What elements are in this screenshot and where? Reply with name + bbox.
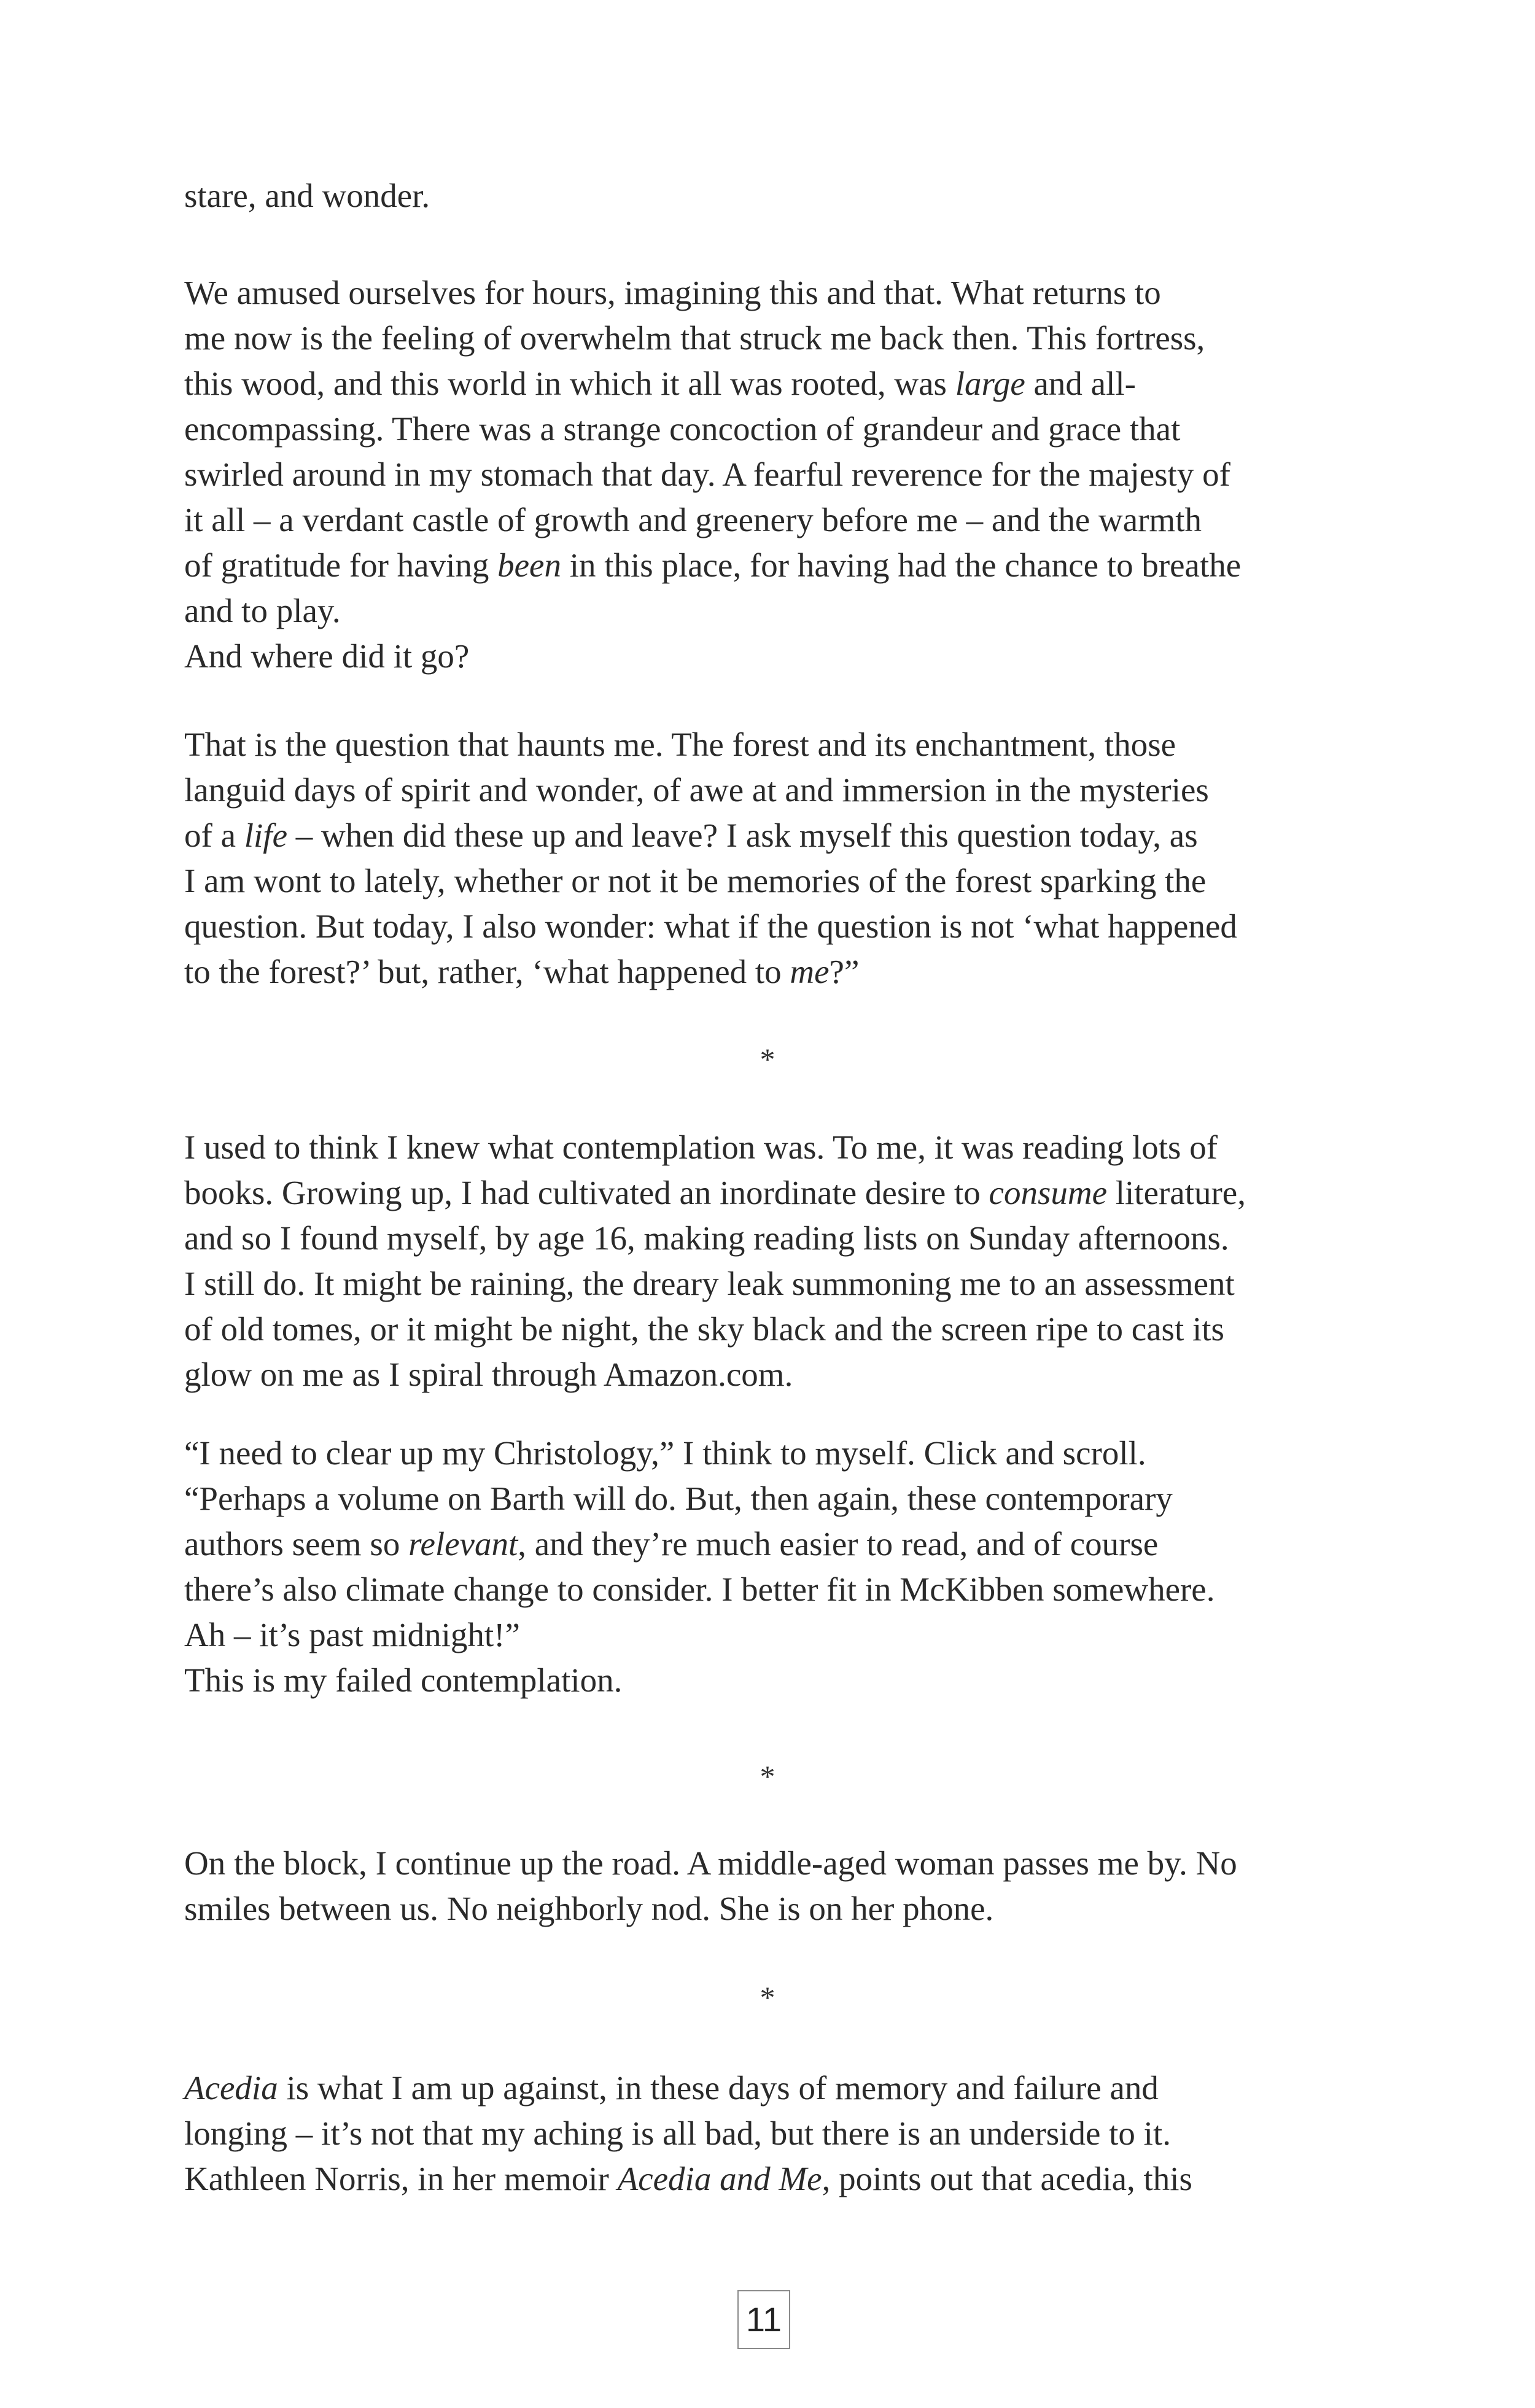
text-line: stare, and wonder. <box>184 177 430 214</box>
italic-text: consume <box>989 1174 1107 1211</box>
text-line: books. Growing up, I had cultivated an inordinate desire to consume literature, <box>184 1174 1246 1211</box>
text-line: encompassing. There was a strange concoction of grandeur and grace that <box>184 410 1181 448</box>
section-separator: * <box>760 1980 775 2014</box>
paragraph-7 <box>184 2065 1369 2202</box>
text-line: this wood, and this world in which it all was rooted, was large and all- <box>184 365 1136 402</box>
italic-text: Acedia <box>184 2069 278 2107</box>
paragraph-6 <box>184 1841 1369 1932</box>
text-line: question. But today, I also wonder: what if the question is not ‘what happened <box>184 907 1237 945</box>
text-line: Kathleen Norris, in her memoir Acedia and Me, points out that acedia, this <box>184 2160 1192 2197</box>
text-line: authors seem so relevant, and they’re much easier to read, and of course <box>184 1525 1159 1563</box>
text-line: me now is the feeling of overwhelm that struck me back then. This fortress, <box>184 319 1205 357</box>
italic-text: Acedia and Me <box>617 2160 822 2197</box>
paragraph-1 <box>184 173 1369 219</box>
text-line: longing – it’s not that my aching is all bad, but there is an underside to it. <box>184 2115 1171 2152</box>
page-number: 11 <box>737 2290 790 2349</box>
text-line: swirled around in my stomach that day. A fearful reverence for the majesty of <box>184 456 1230 493</box>
text-line: languid days of spirit and wonder, of awe at and immersion in the mysteries <box>184 771 1209 809</box>
text-line: I still do. It might be raining, the dreary leak summoning me to an assessment <box>184 1265 1235 1302</box>
text-line: there’s also climate change to consider. I better fit in McKibben somewhere. <box>184 1571 1215 1608</box>
text-line: We amused ourselves for hours, imagining this and that. What returns to <box>184 274 1161 311</box>
text-line: of gratitude for having been in this place, for having had the chance to breathe <box>184 546 1242 584</box>
paragraph-3 <box>184 722 1369 995</box>
text-line: of a life – when did these up and leave? I ask myself this question today, as <box>184 817 1198 854</box>
text-line: of old tomes, or it might be night, the sky black and the screen ripe to cast its <box>184 1310 1224 1348</box>
text-line: Acedia is what I am up against, in these days of memory and failure and <box>184 2069 1159 2107</box>
italic-text: large <box>955 365 1025 402</box>
italic-text: life <box>244 817 287 854</box>
text-line: to the forest?’ but, rather, ‘what happened to me?” <box>184 953 860 990</box>
text-line: Ah – it’s past midnight!” <box>184 1616 520 1653</box>
italic-text: relevant <box>408 1525 518 1563</box>
text-line: And where did it go? <box>184 637 470 675</box>
text-line: That is the question that haunts me. The forest and its enchantment, those <box>184 726 1176 763</box>
text-line: “Perhaps a volume on Barth will do. But, then again, these contemporary <box>184 1480 1173 1517</box>
text-line: I am wont to lately, whether or not it be memories of the forest sparking the <box>184 862 1207 899</box>
paragraph-5 <box>184 1431 1369 1703</box>
text-line: glow on me as I spiral through Amazon.com. <box>184 1356 793 1393</box>
text-line: and to play. <box>184 592 341 629</box>
paragraph-4 <box>184 1125 1369 1397</box>
italic-text: been <box>497 546 561 584</box>
text-line: “I need to clear up my Christology,” I think to myself. Click and scroll. <box>184 1434 1146 1472</box>
text-line: This is my failed contemplation. <box>184 1661 623 1699</box>
section-separator: * <box>760 1042 775 1076</box>
text-line: I used to think I knew what contemplation was. To me, it was reading lots of <box>184 1128 1218 1166</box>
text-line: it all – a verdant castle of growth and greenery before me – and the warmth <box>184 501 1202 538</box>
text-line: On the block, I continue up the road. A middle-aged woman passes me by. No <box>184 1844 1237 1882</box>
text-line: and so I found myself, by age 16, making reading lists on Sunday afternoons. <box>184 1219 1229 1257</box>
section-separator: * <box>760 1759 775 1793</box>
paragraph-2 <box>184 270 1369 679</box>
text-line: smiles between us. No neighborly nod. She is on her phone. <box>184 1890 994 1927</box>
italic-text: me <box>790 953 830 990</box>
